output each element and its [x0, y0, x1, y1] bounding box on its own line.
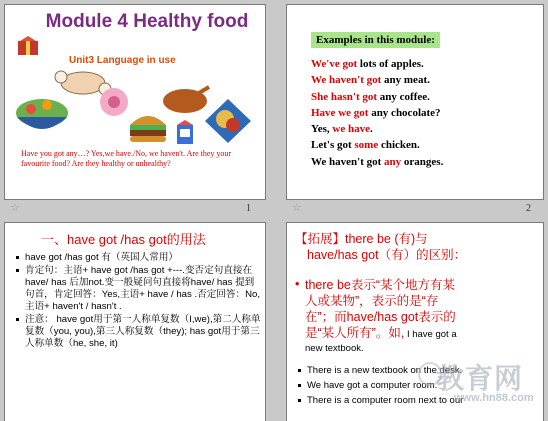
slide-2-page-number: 2 — [526, 203, 531, 214]
slide-4-title — [295, 231, 539, 263]
slide-3-title: 一、have got /has got的用法 — [41, 232, 206, 247]
slide-1-subtitle: Unit3 Language in use — [69, 55, 176, 66]
slide-2[interactable] — [286, 4, 544, 200]
flower-icon — [97, 85, 131, 119]
watermark-text: 教育网 — [436, 363, 524, 394]
example-line: Let's got some chicken. — [311, 139, 420, 152]
example-line: She hasn't got any coffee. — [311, 90, 430, 103]
example-line: We haven't got any meat. — [311, 74, 430, 87]
list-item: We have got a computer room. — [295, 378, 541, 393]
slide-2-examples — [311, 56, 443, 170]
slide-1-page-number: 1 — [246, 203, 251, 214]
slide-4-title-line-1: 【拓展】there be (有)与 — [295, 232, 428, 246]
slide-2-heading: Examples in this module: — [311, 32, 440, 48]
slide-1-caption: Have you got any…? Yes,we have./No, we haven't. Are they your favourite food? Are they healthy or unhealthy? — [21, 149, 232, 168]
example-line: We haven't got any oranges. — [311, 155, 444, 168]
slide-3-list — [13, 252, 261, 351]
slide-4-title-line-2: have/has got（有）的区别： — [307, 248, 467, 262]
watermark-url: www.hn88.com — [454, 392, 534, 404]
hamburger-icon — [127, 109, 169, 145]
food-basket-icon — [203, 97, 253, 145]
salad-bowl-icon — [13, 91, 71, 141]
slide-3[interactable] — [4, 222, 266, 421]
list-item: There is a new textbook on the desk. — [295, 363, 541, 378]
star-icon: ☆ — [292, 202, 302, 214]
slide-4-body: • there be表示“某个地方有某 人或某物”，表示的是“存 在”；而have/has got表示的 是“某人所有”。如, I have got a new textbook. — [295, 277, 457, 354]
gift-box-icon — [15, 33, 41, 57]
example-line: Have we got any chocolate? — [311, 106, 441, 119]
slide-1[interactable] — [4, 4, 266, 200]
milk-carton-icon — [175, 119, 195, 145]
example-line: Yes, we have. — [311, 123, 373, 136]
slide-1-title: Module 4 Healthy food — [45, 11, 249, 32]
list-item: have got /has got 有（英国人常用） — [13, 252, 261, 264]
bullet-icon: • — [295, 277, 300, 291]
example-line: We've got lots of apples. — [311, 58, 424, 70]
list-item: There is a computer room next to our — [295, 393, 541, 408]
star-icon: ☆ — [10, 202, 20, 214]
list-item: 注意： have got用于第一人称单复数（I,we),第二人称单复数（you, you),第三人称复数（they); has got用于第三人称单数（he, she, it) — [13, 314, 261, 350]
list-item: 肯定句：主语+ have got /has got +---.变否定句直接在have/ has 后加not.变一般疑问句直接将have/ has 提到句首，肯定回答：Yes,主语+ have / has .否定回答：No,主语+ haven't / hasn't . — [13, 265, 261, 313]
